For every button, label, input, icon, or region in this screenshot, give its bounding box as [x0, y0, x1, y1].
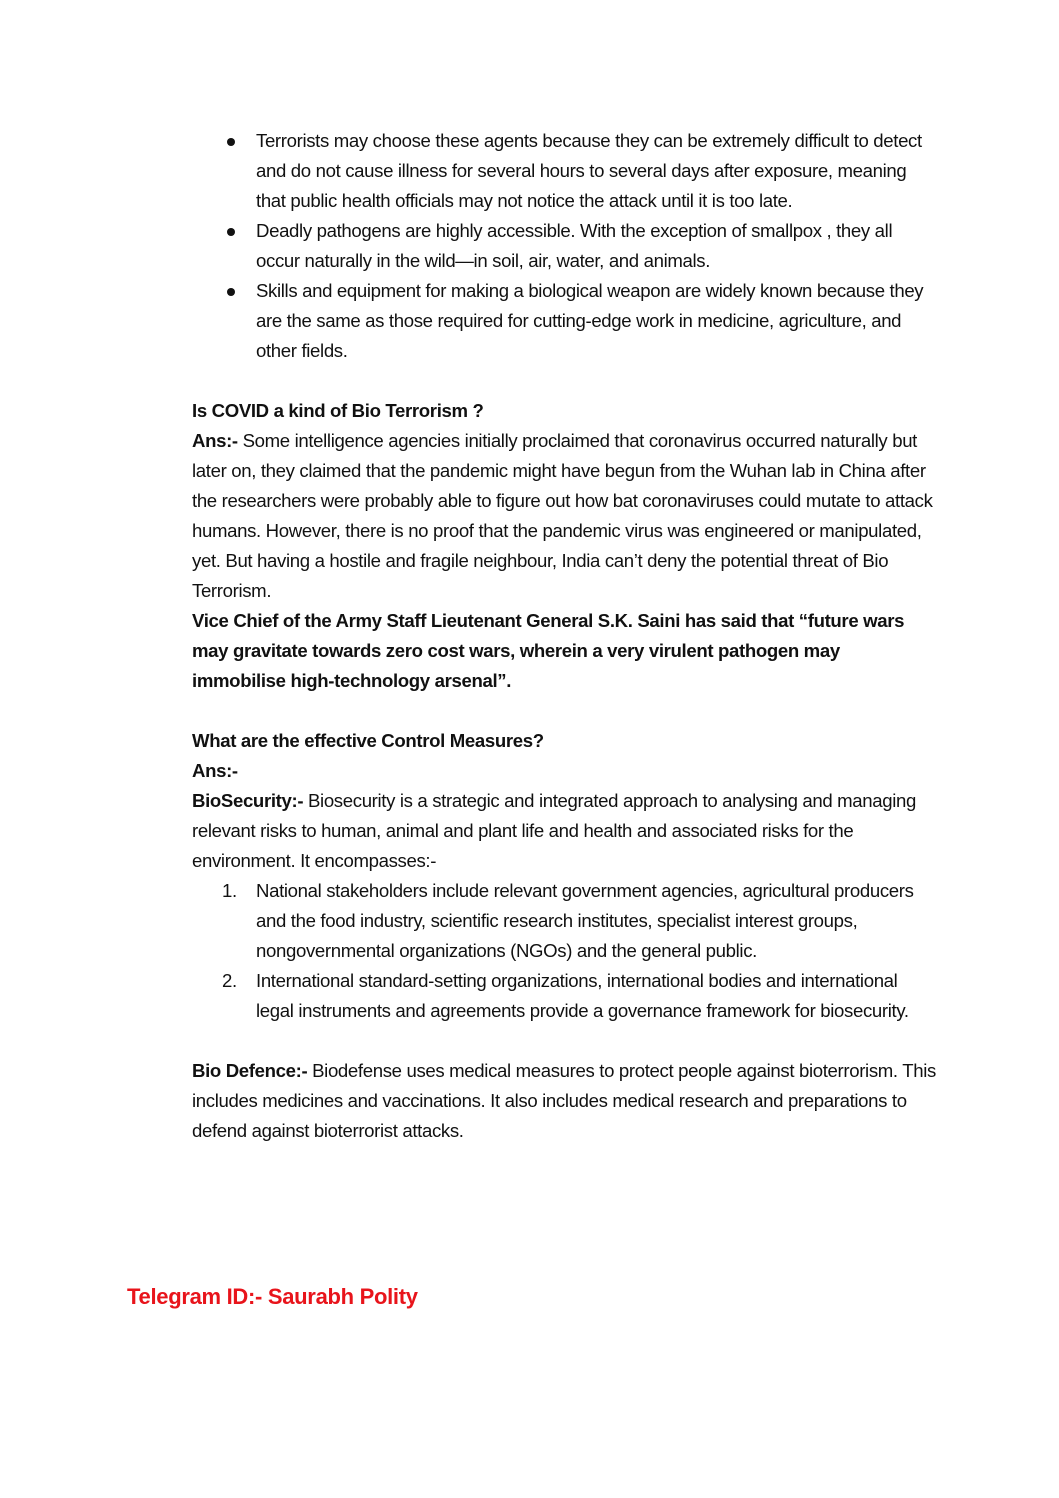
- bullet-list: [192, 126, 937, 366]
- telegram-id-footer: Telegram ID:- Saurabh Polity: [127, 1284, 418, 1309]
- spacer: [192, 696, 937, 726]
- numbered-item: [192, 876, 937, 966]
- bullet-item: [192, 126, 937, 216]
- bullet-dot-icon: [227, 228, 235, 236]
- bullet-text: Skills and equipment for making a biological weapon are widely known because they are the same as those required for cutting-edge work in medicine, agriculture, and other fields.: [256, 280, 924, 361]
- bullet-text: Deadly pathogens are highly accessible. With the exception of smallpox , they all occur naturally in the wild—in soil, air, water, and animals.: [256, 220, 893, 271]
- item-text: International standard-setting organizations, international bodies and international legal instruments and agreements provide a governance framework for biosecurity.: [256, 970, 909, 1021]
- control-heading: What are the effective Control Measures?: [192, 730, 544, 751]
- item-text: National stakeholders include relevant government agencies, agricultural producers and the food industry, scientific research institutes, specialist interest groups, nongovernmental organizations (NGOs) and the general public.: [256, 880, 914, 961]
- covid-answer: [192, 426, 937, 606]
- biosecurity-label: BioSecurity:-: [192, 790, 304, 811]
- bullet-item: [192, 276, 937, 366]
- covid-answer-text: Some intelligence agencies initially proclaimed that coronavirus occurred naturally but later on, they claimed that the pandemic might have begun from the Wuhan lab in China after the researchers were probably able to figure out how bat coronaviruses could mutate to attack humans. However, there is no proof that the pandemic virus was engineered or manipulated, yet. But having a hostile and fragile neighbour, India can’t deny the potential threat of Bio Terrorism.: [192, 430, 933, 601]
- biodefence-label: Bio Defence:-: [192, 1060, 308, 1081]
- ans-label: Ans:-: [192, 430, 238, 451]
- spacer: [192, 366, 937, 396]
- bullet-text: Terrorists may choose these agents because they can be extremely difficult to detect and do not cause illness for several hours to several days after exposure, meaning that public health officials may not notice the attack until it is too late.: [256, 130, 922, 211]
- biodefence-text: Biodefense uses medical measures to protect people against bioterrorism. This includes medicines and vaccinations. It also includes medical research and preparations to defend against bioterrorist attacks.: [192, 1060, 936, 1141]
- bullet-dot-icon: [227, 138, 235, 146]
- army-chief-quote: Vice Chief of the Army Staff Lieutenant General S.K. Saini has said that “future wars may gravitate towards zero cost wars, wherein a very virulent pathogen may immobilise high-technology arsenal”.: [192, 610, 905, 691]
- numbered-list: [192, 876, 937, 1026]
- item-number: 2.: [222, 970, 237, 991]
- spacer: [192, 1026, 937, 1056]
- page-content: [192, 126, 937, 1146]
- biodefence-paragraph: [192, 1056, 937, 1146]
- bullet-item: [192, 216, 937, 276]
- bullet-dot-icon: [227, 288, 235, 296]
- covid-heading: Is COVID a kind of Bio Terrorism ?: [192, 400, 484, 421]
- control-ans-label: Ans:-: [192, 760, 238, 781]
- biosecurity-paragraph: [192, 786, 937, 876]
- numbered-item: [192, 966, 937, 1026]
- biosecurity-text: Biosecurity is a strategic and integrated approach to analysing and managing relevant risks to human, animal and plant life and health and associated risks for the environment. It encompasses:-: [192, 790, 917, 871]
- item-number: 1.: [222, 880, 237, 901]
